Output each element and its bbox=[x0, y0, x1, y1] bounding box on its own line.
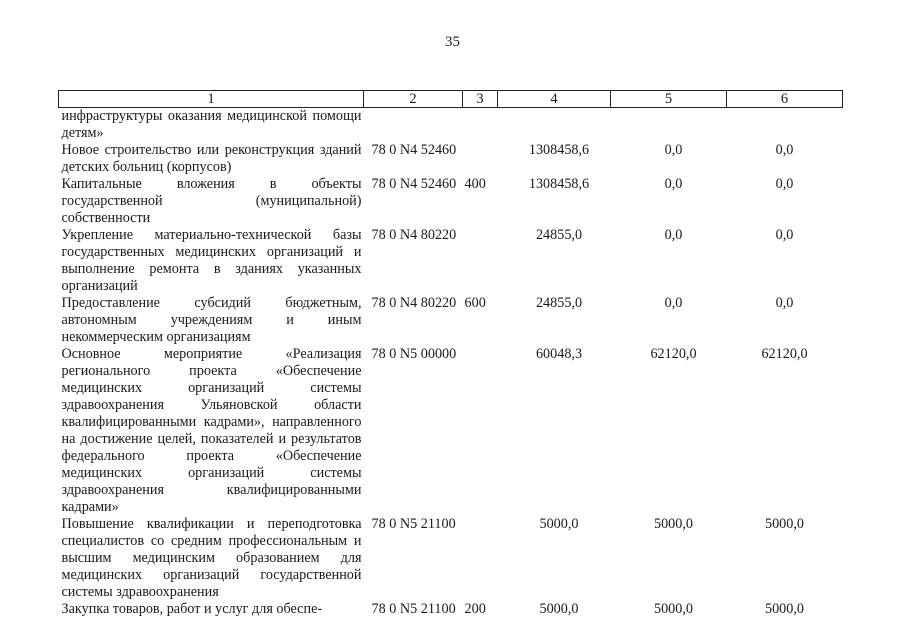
table-header bbox=[59, 91, 843, 108]
header-row bbox=[59, 91, 843, 108]
row-value-col6: 0,0 bbox=[775, 295, 794, 311]
row-value-col5: 62120,0 bbox=[650, 346, 697, 362]
row-kvr bbox=[463, 346, 498, 516]
header-col-6: 6 bbox=[727, 91, 843, 108]
row-code: 78 0 N4 52460 bbox=[371, 142, 457, 158]
row-code: 78 0 N4 80220 bbox=[371, 227, 457, 243]
row-kvr bbox=[463, 142, 498, 176]
row-name: Капитальные вложения в объекты государственной (муниципальной) собственности bbox=[61, 176, 362, 226]
header-col-4: 4 bbox=[498, 91, 611, 108]
row-code: 78 0 N5 21100 bbox=[371, 516, 456, 532]
row-value-col5: 0,0 bbox=[664, 295, 683, 311]
row-kvr bbox=[463, 227, 498, 295]
row-value-col4: 60048,3 bbox=[535, 346, 583, 362]
row-value-col4: 1308458,6 bbox=[528, 176, 590, 192]
row-value-col4: 5000,0 bbox=[539, 601, 579, 617]
table-row bbox=[59, 108, 843, 143]
row-code: 78 0 N4 80220 bbox=[371, 295, 457, 311]
row-name: инфраструктуры оказания медицинской помощи детям» bbox=[61, 108, 362, 141]
row-code: 78 0 N5 00000 bbox=[371, 346, 457, 362]
row-kvr bbox=[463, 108, 498, 143]
header-col-5: 5 bbox=[611, 91, 727, 108]
row-value-col6: 0,0 bbox=[775, 176, 794, 192]
row-value-col6: 5000,0 bbox=[764, 516, 804, 532]
row-value-col5 bbox=[611, 108, 727, 143]
header-col-2: 2 bbox=[364, 91, 463, 108]
table-row bbox=[59, 176, 843, 227]
row-value-col5: 0,0 bbox=[664, 176, 683, 192]
row-name: Повышение квалификации и переподготовка специалистов со средним профессиональным и высшим медицинским образованием для медицинских организаций государственной системы здравоохранения bbox=[61, 516, 362, 600]
row-value-col6: 0,0 bbox=[775, 227, 794, 243]
header-col-1: 1 bbox=[59, 91, 364, 108]
row-kvr: 600 bbox=[464, 295, 486, 311]
budget-table bbox=[58, 90, 843, 618]
table-row bbox=[59, 516, 843, 601]
row-value-col5: 0,0 bbox=[664, 227, 683, 243]
row-name: Укрепление материально-технической базы государственных медицинских организаций и выполнение ремонта в зданиях указанных организаций bbox=[61, 227, 362, 294]
table-row bbox=[59, 142, 843, 176]
table-row bbox=[59, 601, 843, 618]
row-value-col4 bbox=[498, 108, 611, 143]
table-row bbox=[59, 295, 843, 346]
row-kvr: 400 bbox=[464, 176, 486, 192]
row-kvr: 200 bbox=[464, 601, 486, 617]
row-value-col5: 5000,0 bbox=[653, 601, 693, 617]
row-value-col5: 0,0 bbox=[664, 142, 683, 158]
page-number: 35 bbox=[445, 34, 460, 50]
row-value-col6: 0,0 bbox=[775, 142, 794, 158]
table-row bbox=[59, 346, 843, 516]
table-body bbox=[59, 108, 843, 619]
row-value-col4: 24855,0 bbox=[535, 295, 583, 311]
row-code bbox=[364, 108, 463, 143]
row-value-col6 bbox=[727, 108, 843, 143]
row-value-col4: 24855,0 bbox=[535, 227, 583, 243]
row-name: Основное мероприятие «Реализация регионального проекта «Обеспечение медицинских организаций системы здравоохранения Ульяновской области квалифицированными кадрами», направленного на достижение целей, показателей и результатов федерального проекта «Обеспечение медицинских организаций системы здравоохранения квалифицированными кадрами» bbox=[61, 346, 362, 515]
row-code: 78 0 N4 52460 bbox=[371, 176, 457, 192]
row-name: Предоставление субсидий бюджетным, автономным учреждениям и иным некоммерческим организациям bbox=[61, 295, 362, 345]
header-col-3: 3 bbox=[463, 91, 498, 108]
row-value-col5: 5000,0 bbox=[653, 516, 693, 532]
row-value-col4: 5000,0 bbox=[539, 516, 579, 532]
row-value-col4: 1308458,6 bbox=[528, 142, 590, 158]
row-value-col6: 5000,0 bbox=[764, 601, 804, 617]
row-name: Новое строительство или реконструкция зданий детских больниц (корпусов) bbox=[61, 142, 362, 175]
row-name: Закупка товаров, работ и услуг для обеспе- bbox=[61, 601, 323, 617]
row-kvr bbox=[463, 516, 498, 601]
table-row bbox=[59, 227, 843, 295]
row-code: 78 0 N5 21100 bbox=[371, 601, 456, 617]
row-value-col6: 62120,0 bbox=[761, 346, 808, 362]
